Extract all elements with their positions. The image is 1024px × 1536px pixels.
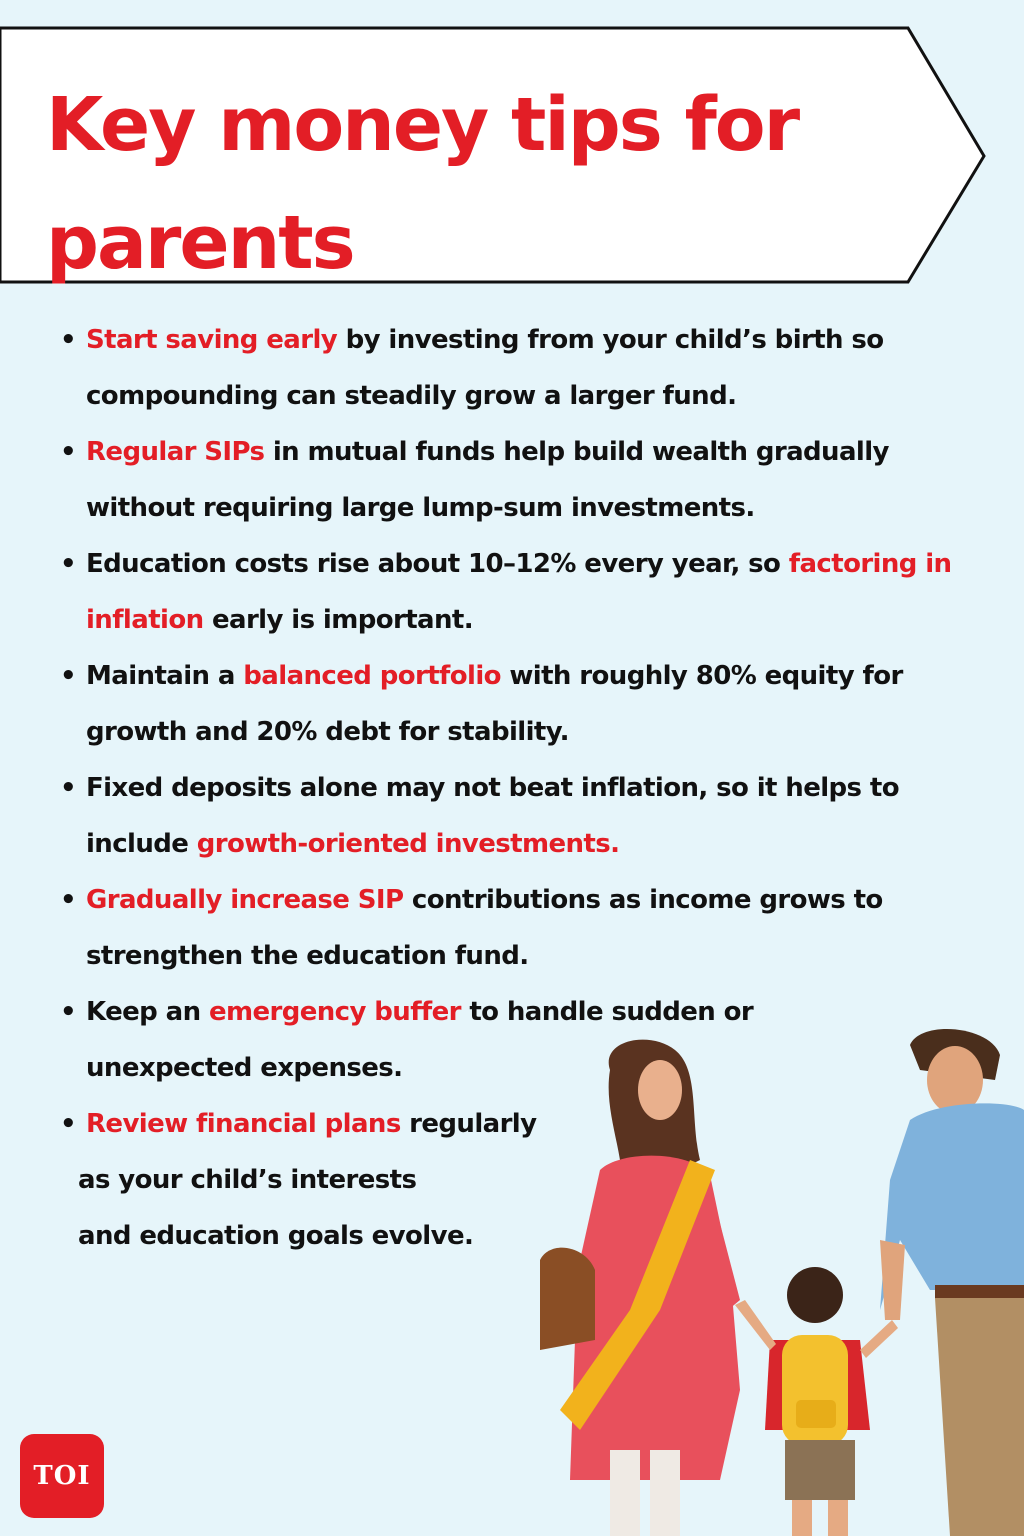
tip-highlight: Regular SIPs — [86, 437, 265, 467]
toi-logo: TOI — [20, 1434, 104, 1518]
tip-text: Maintain a — [86, 661, 244, 691]
mother-figure — [540, 1040, 740, 1536]
tip-item — [60, 760, 990, 872]
tip-text: early is important. — [203, 605, 474, 635]
tip-highlight: Start saving early — [86, 325, 338, 355]
tip-text-continued: as your child’s interests — [78, 1165, 417, 1195]
tip-item — [60, 1096, 580, 1264]
tip-highlight: growth-oriented investments. — [196, 829, 620, 859]
father-figure — [880, 1029, 1024, 1536]
tip-text: Education costs rise about 10–12% every year, so — [86, 549, 789, 579]
tip-item — [60, 312, 990, 424]
tip-item — [60, 872, 990, 984]
tip-highlight: factoring in inflation — [86, 549, 952, 635]
tip-text: Fixed deposits alone may not beat inflation, so it helps to include — [86, 773, 899, 859]
title-banner — [0, 26, 990, 284]
tip-highlight: balanced portfolio — [243, 661, 501, 691]
child-figure — [735, 1267, 898, 1536]
tip-text: Keep an — [86, 997, 209, 1027]
family-walking-image — [540, 1010, 1024, 1536]
tip-text: with roughly 80% equity for growth and 20% debt for stability. — [86, 661, 903, 747]
tip-text: in mutual funds help build wealth gradually without requiring large lump-sum investments. — [86, 437, 889, 523]
tip-text: to handle sudden or unexpected expenses. — [86, 997, 754, 1083]
tip-text: regularly — [400, 1109, 537, 1139]
family-illustration — [540, 1010, 1024, 1536]
tip-item — [60, 424, 990, 536]
tip-item — [60, 536, 990, 648]
tip-text-continued: and education goals evolve. — [78, 1221, 474, 1251]
tip-text: by investing from your child’s birth so compounding can steadily grow a larger fund. — [86, 325, 884, 411]
page-title: Key money tips for parents — [46, 82, 799, 286]
tip-text: contributions as income grows to strengthen the education fund. — [86, 885, 883, 971]
tip-highlight: Review financial plans — [86, 1109, 401, 1139]
tip-item — [60, 648, 990, 760]
tip-highlight: Gradually increase SIP — [86, 885, 404, 915]
tip-highlight: emergency buffer — [208, 997, 461, 1027]
